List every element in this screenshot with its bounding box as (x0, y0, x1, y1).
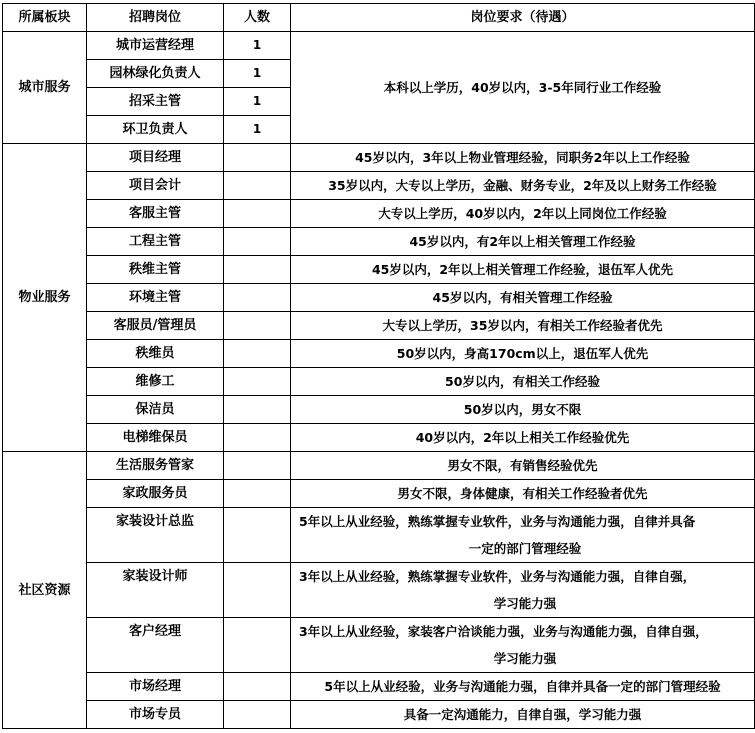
count-cell (224, 618, 291, 673)
requirement-cell (291, 508, 755, 563)
requirement-cell: 男女不限，身体健康，有相关工作经验者优先 (291, 480, 755, 508)
requirement-cell: 大专以上学历，35岁以内，有相关工作经验者优先 (291, 312, 755, 340)
position-cell: 环境主管 (87, 284, 224, 312)
position-cell: 秩维员 (87, 340, 224, 368)
requirement-line: 一定的部门管理经验 (468, 541, 582, 556)
count-cell (224, 452, 291, 480)
table-row (3, 673, 755, 701)
position-cell: 保洁员 (87, 396, 224, 424)
count-cell (224, 368, 291, 396)
position-cell: 维修工 (87, 368, 224, 396)
count-cell (224, 256, 291, 284)
requirement-cell: 45岁以内，有相关管理工作经验 (291, 284, 755, 312)
table-row (3, 32, 755, 60)
position-cell: 园林绿化负责人 (87, 60, 224, 88)
position-cell: 城市运营经理 (87, 32, 224, 60)
requirement-line: 3年以上从业经验，家装客户洽谈能力强，业务与沟通能力强，自律自强， (299, 624, 708, 639)
requirement-cell: 5年以上从业经验，业务与沟通能力强，自律并具备一定的部门管理经验 (291, 673, 755, 701)
requirement-cell: 具备一定沟通能力，自律自强，学习能力强 (291, 701, 755, 729)
position-cell: 电梯维保员 (87, 424, 224, 452)
table-row (3, 172, 755, 200)
header-requirement: 岗位要求（待遇） (291, 4, 755, 32)
table-row (3, 452, 755, 480)
count-cell (224, 284, 291, 312)
table-row (3, 144, 755, 172)
table-row (3, 618, 755, 673)
requirement-line: 3年以上从业经验，熟练掌握专业软件，业务与沟通能力强，自律自强， (299, 569, 696, 584)
requirement-line: 学习能力强 (493, 596, 557, 611)
requirement-cell: 50岁以内，男女不限 (291, 396, 755, 424)
table-row (3, 508, 755, 563)
position-cell: 客服员/管理员 (87, 312, 224, 340)
count-cell (224, 508, 291, 563)
header-section: 所属板块 (3, 4, 87, 32)
count-cell (224, 340, 291, 368)
count-cell (224, 172, 291, 200)
requirement-cell: 45岁以内，3年以上物业管理经验，同职务2年以上工作经验 (291, 144, 755, 172)
requirement-line: 学习能力强 (493, 651, 557, 666)
table-row (3, 701, 755, 729)
table-row (3, 424, 755, 452)
count-cell (224, 701, 291, 729)
recruitment-table (2, 3, 755, 729)
position-cell: 秩维主管 (87, 256, 224, 284)
table-row (3, 228, 755, 256)
requirement-cell: 男女不限，有销售经验优先 (291, 452, 755, 480)
count-cell: 1 (224, 32, 291, 60)
requirement-cell: 45岁以内，有2年以上相关管理工作经验 (291, 228, 755, 256)
count-cell: 1 (224, 88, 291, 116)
position-cell: 环卫负责人 (87, 116, 224, 144)
header-row (3, 4, 755, 32)
count-cell: 1 (224, 116, 291, 144)
count-cell (224, 312, 291, 340)
table-row (3, 480, 755, 508)
position-cell: 客户经理 (87, 618, 224, 673)
shared-requirement-cell: 本科以上学历，40岁以内，3-5年同行业工作经验 (291, 32, 755, 144)
requirement-cell: 大专以上学历，40岁以内，2年以上同岗位工作经验 (291, 200, 755, 228)
position-cell: 招采主管 (87, 88, 224, 116)
section-name: 城市服务 (3, 32, 87, 144)
table-row (3, 368, 755, 396)
position-cell: 生活服务管家 (87, 452, 224, 480)
position-cell: 项目会计 (87, 172, 224, 200)
requirement-cell: 50岁以内，有相关工作经验 (291, 368, 755, 396)
position-cell: 家政服务员 (87, 480, 224, 508)
table-row (3, 200, 755, 228)
requirement-cell: 45岁以内，2年以上相关管理工作经验，退伍军人优先 (291, 256, 755, 284)
count-cell (224, 144, 291, 172)
requirement-cell: 35岁以内，大专以上学历，金融、财务专业，2年及以上财务工作经验 (291, 172, 755, 200)
table-row (3, 563, 755, 618)
count-cell (224, 200, 291, 228)
header-count: 人数 (224, 4, 291, 32)
section-name: 物业服务 (3, 144, 87, 452)
section-name: 社区资源 (3, 452, 87, 729)
count-cell (224, 673, 291, 701)
table-row (3, 396, 755, 424)
table-row (3, 340, 755, 368)
count-cell (224, 424, 291, 452)
requirement-cell (291, 618, 755, 673)
requirement-cell (291, 563, 755, 618)
position-cell: 客服主管 (87, 200, 224, 228)
count-cell (224, 396, 291, 424)
requirement-cell: 50岁以内，身高170cm以上，退伍军人优先 (291, 340, 755, 368)
header-position: 招聘岗位 (87, 4, 224, 32)
position-cell: 家装设计师 (87, 563, 224, 618)
table-row (3, 284, 755, 312)
position-cell: 家装设计总监 (87, 508, 224, 563)
count-cell: 1 (224, 60, 291, 88)
count-cell (224, 228, 291, 256)
position-cell: 工程主管 (87, 228, 224, 256)
count-cell (224, 563, 291, 618)
requirement-cell: 40岁以内，2年以上相关工作经验优先 (291, 424, 755, 452)
position-cell: 市场经理 (87, 673, 224, 701)
table-row (3, 312, 755, 340)
table-row (3, 256, 755, 284)
position-cell: 项目经理 (87, 144, 224, 172)
position-cell: 市场专员 (87, 701, 224, 729)
count-cell (224, 480, 291, 508)
requirement-line: 5年以上从业经验，熟练掌握专业软件，业务与沟通能力强，自律并具备 (299, 514, 696, 529)
